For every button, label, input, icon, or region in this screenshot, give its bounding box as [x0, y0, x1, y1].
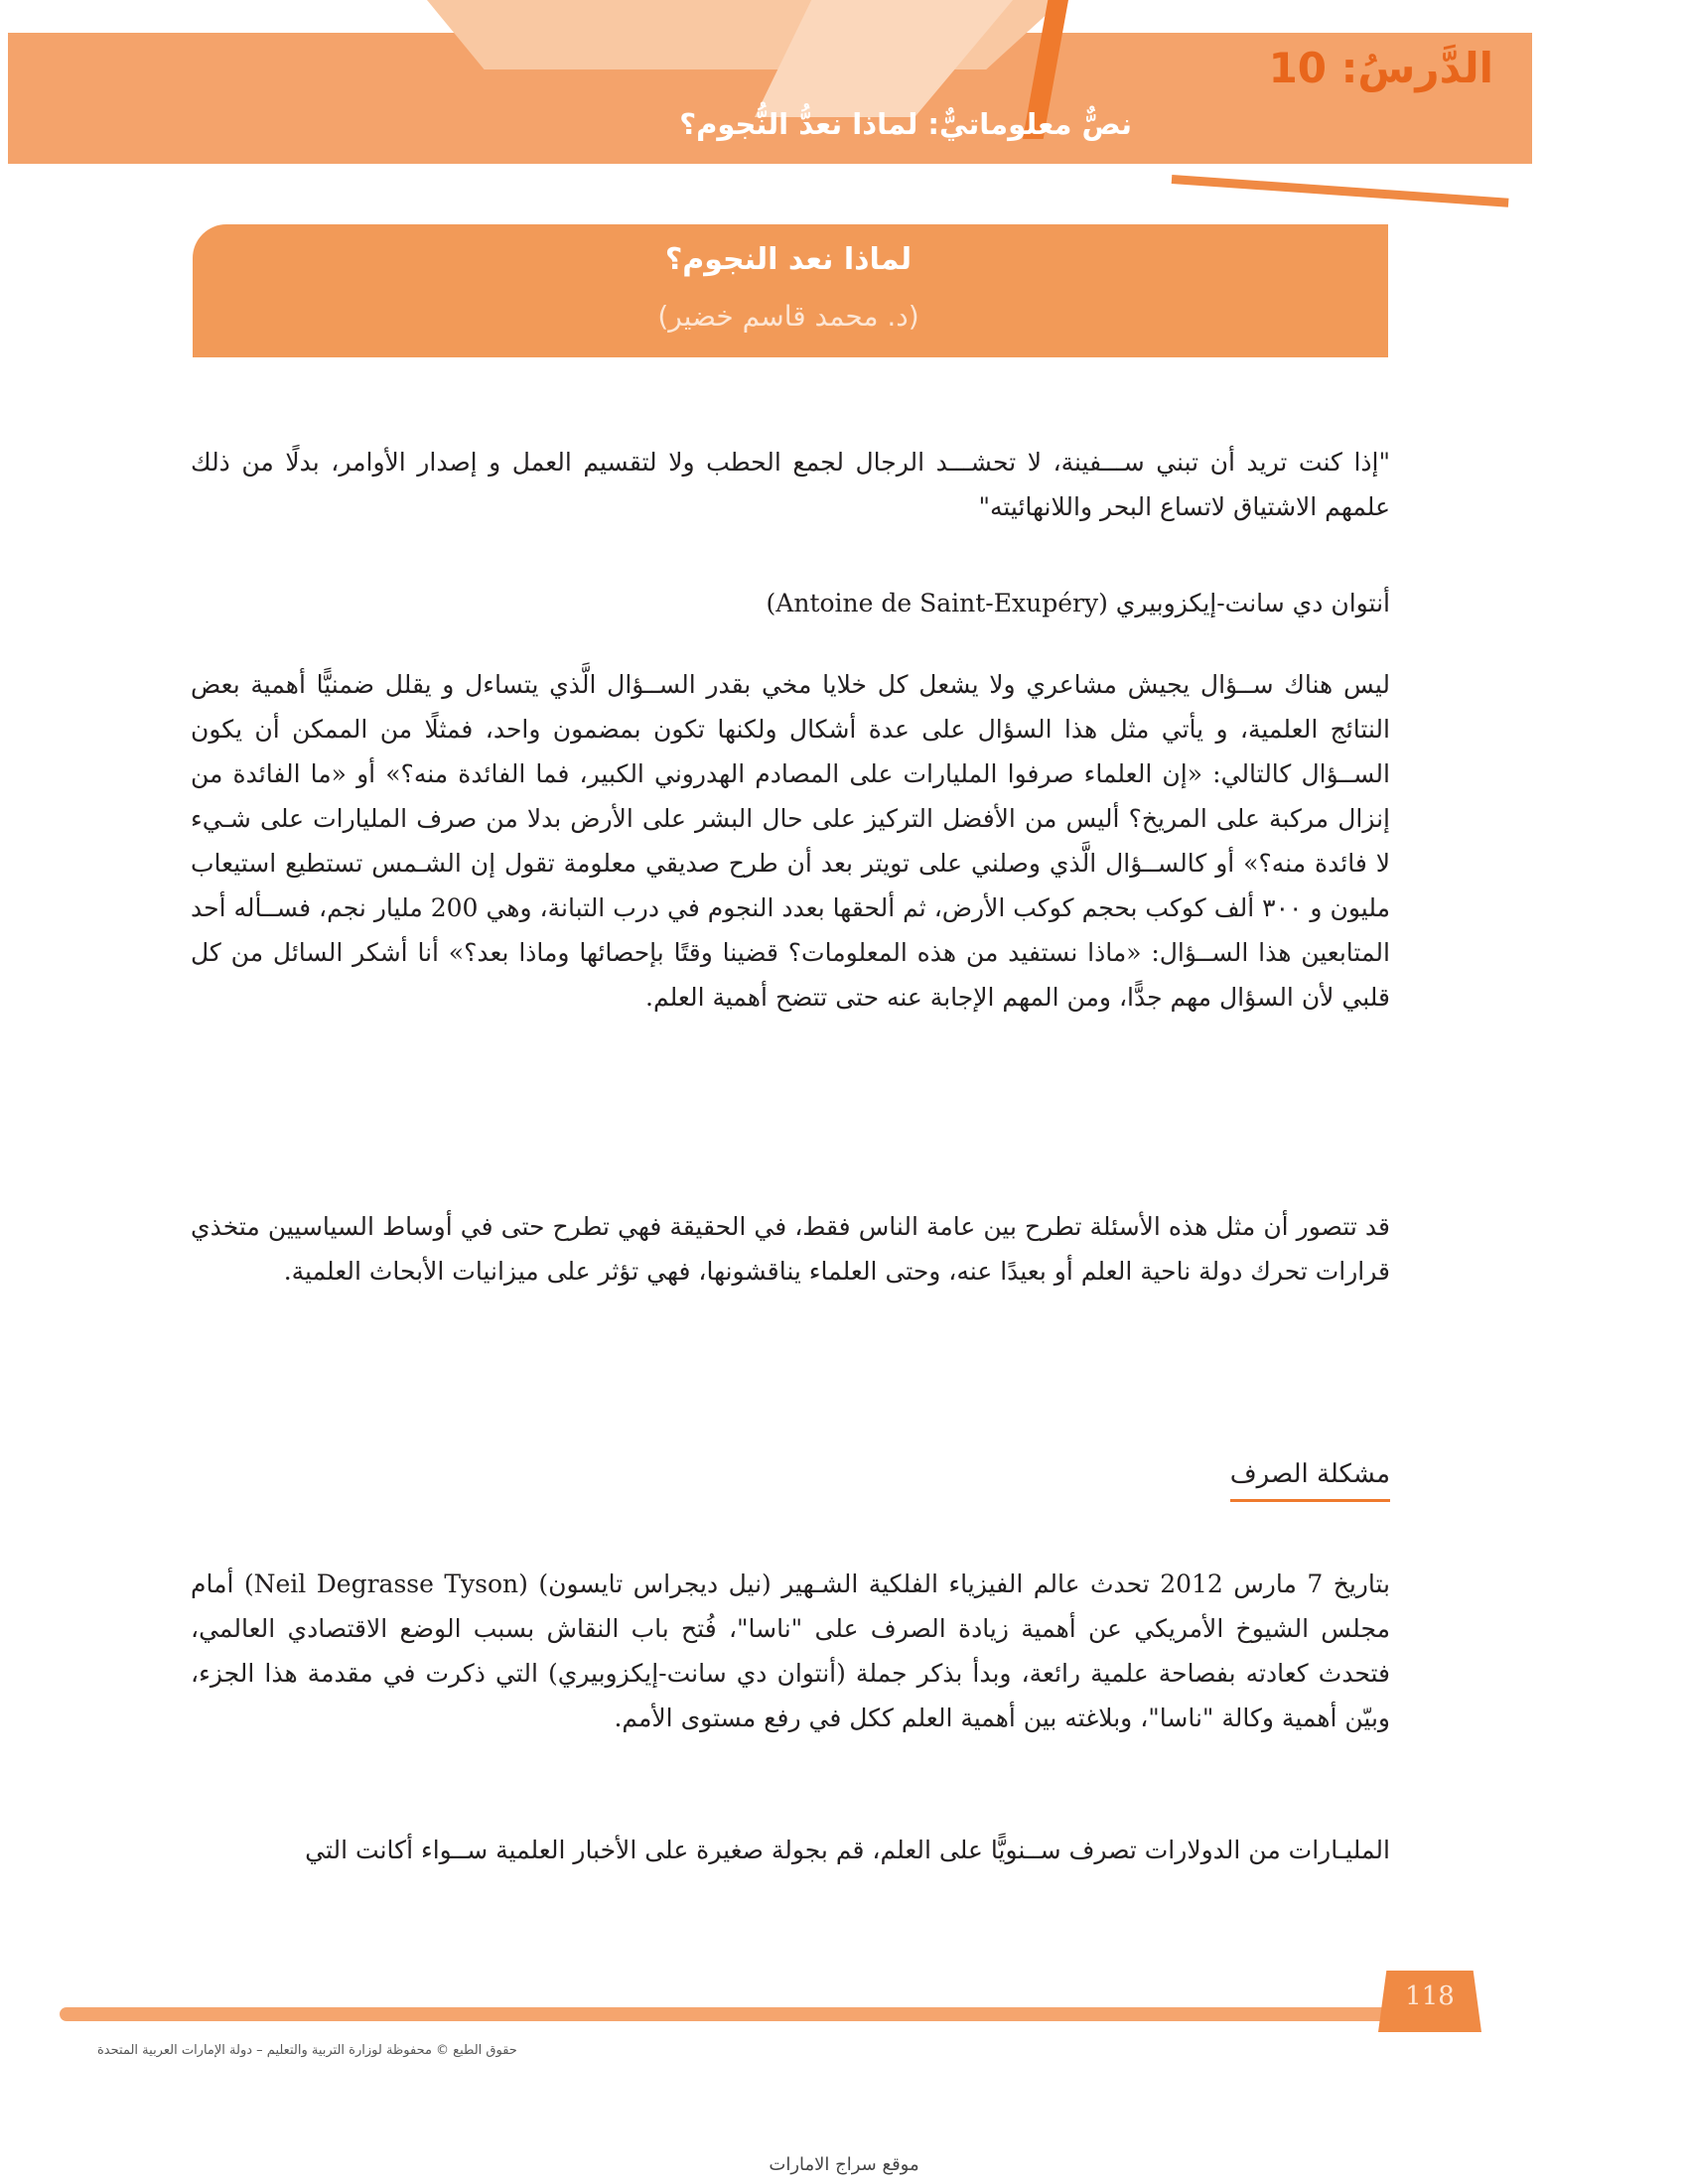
opening-quote: "إذا كنت تريد أن تبني ســـفينة، لا تحشـــد الرجال لجمع الحطب ولا لتقسيم العمل و إصدار الأوامر، بدلًا من ذلك علمهم الاشتياق لاتساع البحر واللانهائيته"	[191, 448, 1390, 521]
paragraph-1: ليس هناك ســؤال يجيش مشاعري ولا يشعل كل خلايا مخي بقدر الســؤال الَّذي يتساءل و يقلل ضمنيًّا أهمية بعض النتائج العلمية، و يأتي مثل هذا السؤال على عدة أشكال ولكنها تكون بمضمون واحد، فمثلًا من الممكن أن يكون الســؤال كالتالي: «إن العلماء صرفوا المليارات على المصادم الهدروني الكبير، فما الفائدة منه؟» أو «ما الفائدة من إنزال مركبة على المريخ؟ أليس من الأفضل التركيز على حال البشر على الأرض بدلا من صرف المليارات على شـيء لا فائدة منه؟» أو كالســؤال الَّذي وصلني على تويتر بعد أن طرح صديقي معلومة تقول إن الشـمس تستطيع استيعاب مليون و ٣٠٠ ألف كوكب بحجم كوكب الأرض، ثم ألحقها بعدد النجوم في درب التبانة، وهي 200 مليار نجم، فســأله أحد المتابعين هذا الســؤال: «ماذا نستفيد من هذه المعلومات؟ قضينا وقتًا بإحصائها وماذا بعد؟» أنا أشكر السائل من كل قلبي لأن السؤال مهم جدًّا، ومن المهم الإجابة عنه حتى تتضح أهمية العلم.	[191, 670, 1390, 1012]
footer-line	[60, 2007, 1390, 2021]
header-accent-line	[1172, 175, 1509, 207]
site-name: موقع سراج الامارات	[769, 2154, 919, 2175]
section-heading: مشكلة الصرف	[1230, 1459, 1390, 1502]
quote-attribution: أنتوان دي سانت-إيكزوبيري (Antoine de Saint-Exupéry)	[766, 589, 1390, 617]
lesson-subtitle: نصٌّ معلوماتيٌّ: لماذا نعدُّ النُّجوم؟	[679, 107, 1132, 141]
page-number: 118	[1405, 1981, 1455, 2011]
paragraph-3: بتاريخ 7 مارس 2012 تحدث عالم الفيزياء الفلكية الشـهير (نيل ديجراس تايسون) (Neil Degrasse Tyson) أمام مجلس الشيوخ الأمريكي عن أهمية زيادة الصرف على "ناسا"، فُتح باب النقاش بسبب الوضع الاقتصادي العالمي، فتحدث كعادته بفصاحة علمية رائعة، وبدأ بذكر جملة (أنتوان دي سانت-إيكزوبيري) التي ذكرت في مقدمة هذا الجزء، وبيّن أهمية وكالة "ناسا"، وبلاغته بين أهمية العلم ككل في رفع مستوى الأمم.	[191, 1570, 1390, 1732]
paragraph-4: المليـارات من الدولارات تصرف ســنويًّا على العلم، قم بجولة صغيرة على الأخبار العلمية ســواء أكانت التي	[305, 1836, 1390, 1864]
lesson-title: الدَّرسُ: 10	[1268, 44, 1493, 92]
article-author: (د. محمد قاسم خضير)	[657, 300, 919, 333]
article-title: لماذا نعد النجوم؟	[664, 242, 913, 277]
paragraph-2: قد تتصور أن مثل هذه الأسئلة تطرح بين عامة الناس فقط، في الحقيقة فهي تطرح حتى في أوساط السياسيين متخذي قرارات تحرك دولة ناحية العلم أو بعيدًا عنه، وحتى العلماء يناقشونها، فهي تؤثر على ميزانيات الأبحاث العلمية.	[191, 1212, 1390, 1286]
copyright-notice: حقوق الطبع © محفوظة لوزارة التربية والتعليم – دولة الإمارات العربية المتحدة	[97, 2043, 517, 2058]
